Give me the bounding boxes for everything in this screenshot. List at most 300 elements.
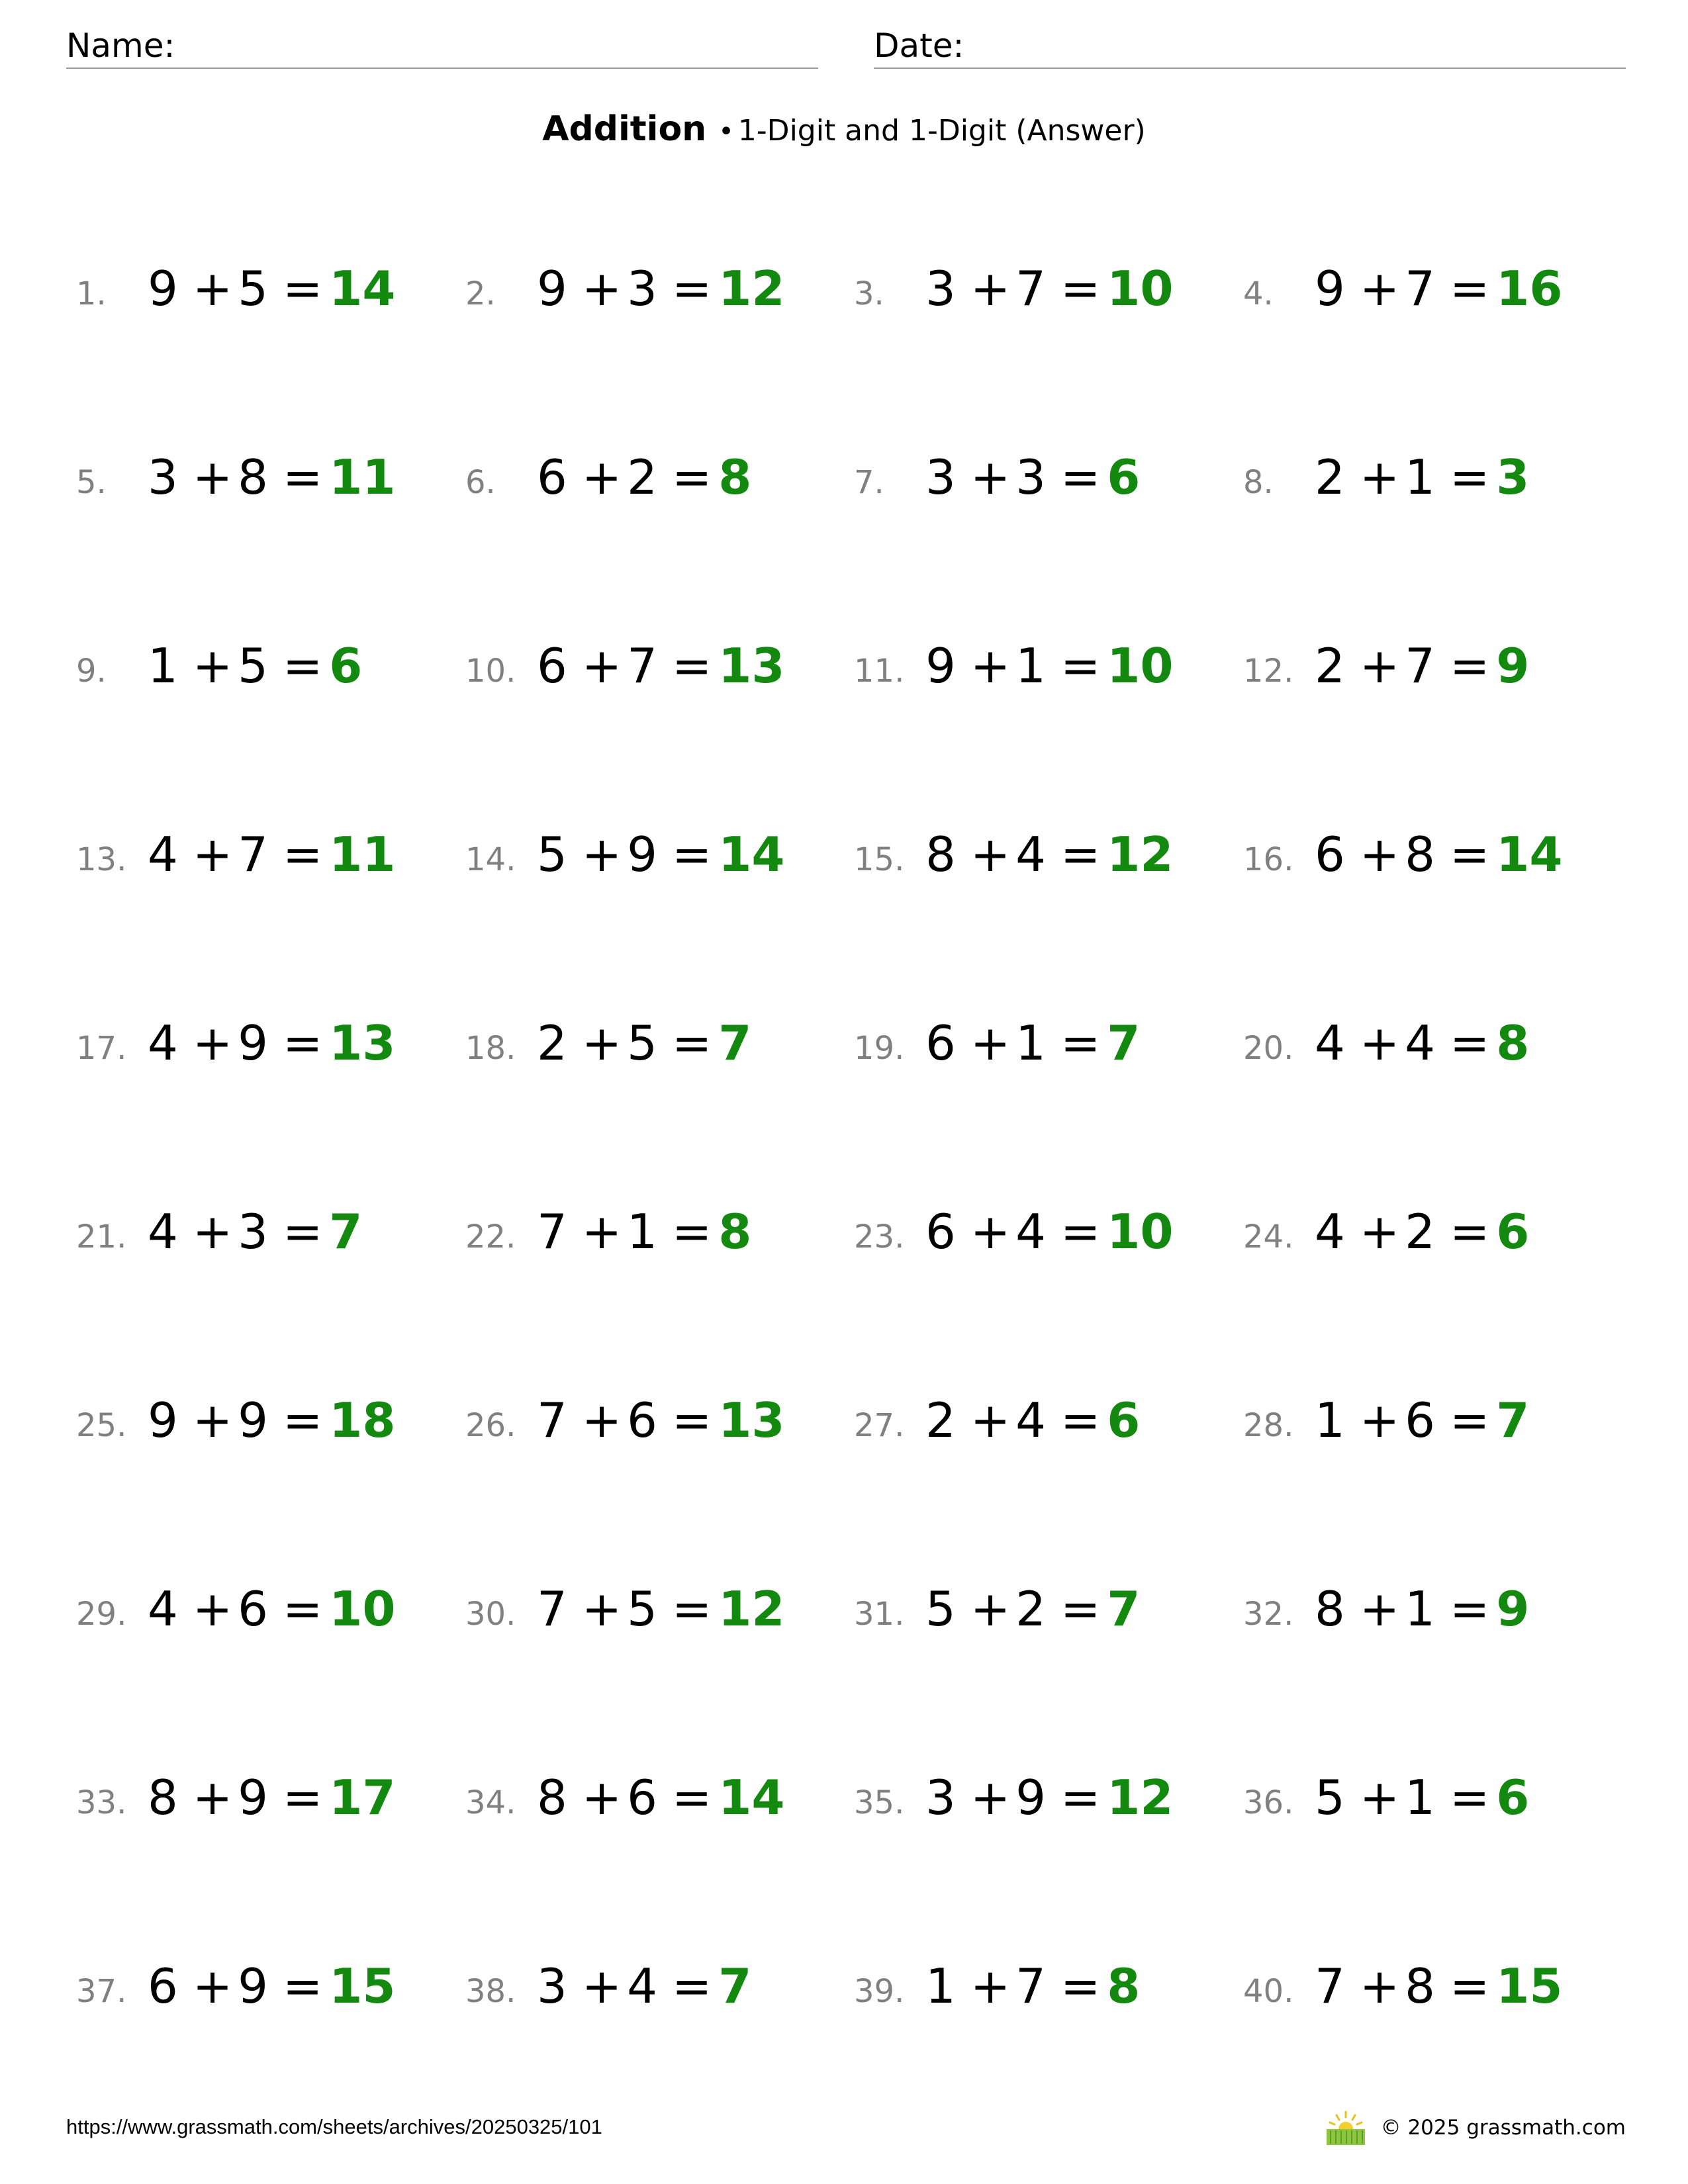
problem-item (465, 639, 836, 699)
operand-a: 4 (148, 1204, 178, 1259)
equals-sign: = (282, 827, 323, 882)
problem-number: 6. (465, 464, 496, 501)
plus-operator: + (970, 1392, 1011, 1448)
problem-item (465, 1205, 836, 1265)
problem-item (76, 451, 447, 510)
plus-operator: + (192, 1581, 233, 1637)
operand-a: 6 (925, 1204, 956, 1259)
operand-a: 3 (148, 449, 178, 505)
problem-answer: 7 (718, 1958, 752, 2014)
problem-number: 39. (854, 1973, 905, 2010)
operand-b: 8 (238, 449, 268, 505)
problem-item (1243, 1205, 1614, 1265)
operand-b: 4 (1015, 1392, 1046, 1448)
operand-a: 4 (148, 1015, 178, 1071)
equals-sign: = (1449, 638, 1490, 694)
operand-b: 5 (238, 261, 268, 316)
plus-operator: + (581, 638, 622, 694)
operand-b: 4 (1015, 827, 1046, 882)
operand-a: 6 (1315, 827, 1345, 882)
problem-answer: 6 (1107, 449, 1141, 505)
operand-b: 4 (1015, 1204, 1046, 1259)
problem-number: 20. (1243, 1030, 1294, 1067)
problem-item (76, 1017, 447, 1076)
problem-number: 14. (465, 841, 516, 878)
problem-item (854, 451, 1225, 510)
problem-number: 36. (1243, 1784, 1294, 1821)
date-field (874, 24, 1626, 69)
operand-a: 6 (537, 449, 567, 505)
equals-sign: = (1060, 1958, 1101, 2014)
operand-b: 5 (627, 1015, 657, 1071)
plus-operator: + (192, 449, 233, 505)
problem-answer: 11 (329, 449, 396, 505)
problem-answer: 8 (1107, 1958, 1141, 2014)
operand-b: 2 (627, 449, 657, 505)
equals-sign: = (1060, 827, 1101, 882)
plus-operator: + (1359, 449, 1400, 505)
problem-expression (148, 1204, 362, 1259)
problem-number: 25. (76, 1407, 127, 1444)
problem-item (76, 639, 447, 699)
operand-b: 7 (1405, 638, 1435, 694)
operand-a: 4 (1315, 1015, 1345, 1071)
operand-b: 5 (627, 1581, 657, 1637)
problem-answer: 12 (1107, 827, 1174, 882)
plus-operator: + (970, 1015, 1011, 1071)
operand-a: 4 (1315, 1204, 1345, 1259)
name-field (66, 24, 818, 69)
equals-sign: = (1449, 1015, 1490, 1071)
operand-b: 4 (627, 1958, 657, 2014)
equals-sign: = (282, 1015, 323, 1071)
problem-item (854, 1960, 1225, 2019)
problem-number: 31. (854, 1596, 905, 1633)
plus-operator: + (581, 1581, 622, 1637)
operand-a: 2 (1315, 449, 1345, 505)
problem-number: 29. (76, 1596, 127, 1633)
plus-operator: + (970, 449, 1011, 505)
equals-sign: = (1060, 1770, 1101, 1825)
problem-number: 18. (465, 1030, 516, 1067)
problem-expression (925, 1204, 1173, 1259)
problem-expression (1315, 1204, 1529, 1259)
operand-a: 4 (148, 827, 178, 882)
plus-operator: + (1359, 1770, 1400, 1825)
operand-b: 1 (1405, 1770, 1435, 1825)
plus-operator: + (970, 1958, 1011, 2014)
problem-number: 33. (76, 1784, 127, 1821)
problem-item (465, 451, 836, 510)
operand-b: 9 (238, 1958, 268, 2014)
plus-operator: + (1359, 827, 1400, 882)
name-label: Name: (66, 26, 175, 65)
problem-expression (148, 1015, 395, 1071)
problem-item (854, 639, 1225, 699)
problem-item (854, 262, 1225, 322)
problem-number: 28. (1243, 1407, 1294, 1444)
problem-answer: 6 (1107, 1392, 1141, 1448)
problem-item (1243, 639, 1614, 699)
problem-item (854, 828, 1225, 887)
equals-sign: = (1060, 1204, 1101, 1259)
operand-b: 9 (238, 1770, 268, 1825)
problem-expression (537, 638, 784, 694)
equals-sign: = (282, 1581, 323, 1637)
plus-operator: + (1359, 638, 1400, 694)
plus-operator: + (1359, 1204, 1400, 1259)
problem-number: 37. (76, 1973, 127, 2010)
operand-b: 5 (238, 638, 268, 694)
problem-expression (537, 1581, 784, 1637)
plus-operator: + (581, 261, 622, 316)
plus-operator: + (192, 1204, 233, 1259)
operand-a: 3 (537, 1958, 567, 2014)
problem-answer: 7 (1107, 1581, 1141, 1637)
operand-a: 7 (537, 1581, 567, 1637)
equals-sign: = (282, 1958, 323, 2014)
plus-operator: + (581, 1204, 622, 1259)
problem-number: 30. (465, 1596, 516, 1633)
problem-answer: 8 (718, 449, 752, 505)
plus-operator: + (1359, 1958, 1400, 2014)
plus-operator: + (581, 1770, 622, 1825)
operand-a: 5 (925, 1581, 956, 1637)
problem-number: 11. (854, 653, 905, 690)
problem-answer: 17 (329, 1770, 396, 1825)
problem-item (1243, 1017, 1614, 1076)
equals-sign: = (1449, 1958, 1490, 2014)
equals-sign: = (1060, 1392, 1101, 1448)
problem-number: 35. (854, 1784, 905, 1821)
problem-item (854, 1771, 1225, 1831)
footer-brand (1323, 2105, 1626, 2151)
plus-operator: + (970, 261, 1011, 316)
problem-expression (148, 1958, 395, 2014)
problem-answer: 9 (1496, 638, 1530, 694)
equals-sign: = (1060, 449, 1101, 505)
operand-b: 1 (1015, 638, 1046, 694)
operand-b: 8 (1405, 827, 1435, 882)
problem-number: 16. (1243, 841, 1294, 878)
problem-expression (537, 1392, 784, 1448)
plus-operator: + (192, 1015, 233, 1071)
equals-sign: = (671, 1392, 712, 1448)
problem-expression (925, 261, 1173, 316)
problem-number: 40. (1243, 1973, 1294, 2010)
problem-answer: 13 (329, 1015, 396, 1071)
equals-sign: = (1449, 1392, 1490, 1448)
operand-b: 9 (1015, 1770, 1046, 1825)
operand-b: 6 (627, 1392, 657, 1448)
problem-expression (1315, 1581, 1529, 1637)
problem-number: 7. (854, 464, 884, 501)
plus-operator: + (192, 638, 233, 694)
problem-number: 34. (465, 1784, 516, 1821)
problem-number: 9. (76, 653, 107, 690)
problem-answer: 14 (718, 1770, 785, 1825)
footer-copyright: © 2025 grassmath.com (1380, 2116, 1626, 2140)
problem-item (1243, 1394, 1614, 1453)
problem-answer: 10 (329, 1581, 396, 1637)
problem-number: 4. (1243, 275, 1274, 312)
plus-operator: + (1359, 1392, 1400, 1448)
plus-operator: + (581, 1958, 622, 2014)
problem-expression (537, 449, 751, 505)
operand-b: 3 (1015, 449, 1046, 505)
operand-b: 2 (1405, 1204, 1435, 1259)
equals-sign: = (1060, 1015, 1101, 1071)
problem-number: 32. (1243, 1596, 1294, 1633)
plus-operator: + (970, 638, 1011, 694)
operand-a: 9 (148, 1392, 178, 1448)
operand-b: 7 (627, 638, 657, 694)
footer-url: https://www.grassmath.com/sheets/archives/20250325/101 (66, 2115, 602, 2138)
equals-sign: = (282, 1770, 323, 1825)
worksheet-title (0, 106, 1688, 160)
title-separator: • (718, 116, 734, 147)
equals-sign: = (1449, 827, 1490, 882)
problem-item (854, 1394, 1225, 1453)
operand-b: 9 (627, 827, 657, 882)
problem-expression (148, 261, 395, 316)
operand-b: 9 (238, 1392, 268, 1448)
operand-a: 3 (925, 261, 956, 316)
problem-expression (1315, 827, 1562, 882)
problem-item (465, 1394, 836, 1453)
problem-answer: 18 (329, 1392, 396, 1448)
problem-expression (148, 638, 362, 694)
problem-item (1243, 828, 1614, 887)
problem-answer: 14 (718, 827, 785, 882)
operand-a: 7 (537, 1204, 567, 1259)
plus-operator: + (1359, 261, 1400, 316)
problem-expression (925, 1392, 1140, 1448)
operand-b: 1 (1405, 449, 1435, 505)
problem-item (1243, 262, 1614, 322)
problem-answer: 7 (329, 1204, 363, 1259)
operand-b: 7 (1015, 261, 1046, 316)
problem-expression (1315, 638, 1529, 694)
equals-sign: = (671, 1015, 712, 1071)
problem-answer: 7 (1107, 1015, 1141, 1071)
problem-item (854, 1582, 1225, 1642)
problem-item (1243, 1582, 1614, 1642)
equals-sign: = (671, 261, 712, 316)
problem-expression (1315, 1770, 1529, 1825)
problem-expression (537, 1958, 751, 2014)
problem-number: 27. (854, 1407, 905, 1444)
equals-sign: = (1060, 1581, 1101, 1637)
operand-b: 2 (1015, 1581, 1046, 1637)
problem-number: 19. (854, 1030, 905, 1067)
problem-item (76, 1394, 447, 1453)
problem-number: 5. (76, 464, 107, 501)
operand-a: 2 (537, 1015, 567, 1071)
problem-item (1243, 451, 1614, 510)
operand-a: 5 (537, 827, 567, 882)
plus-operator: + (970, 1204, 1011, 1259)
operand-b: 6 (1405, 1392, 1435, 1448)
plus-operator: + (581, 827, 622, 882)
operand-a: 3 (925, 1770, 956, 1825)
equals-sign: = (1449, 261, 1490, 316)
operand-a: 6 (537, 638, 567, 694)
problem-answer: 14 (329, 261, 396, 316)
operand-a: 3 (925, 449, 956, 505)
equals-sign: = (671, 638, 712, 694)
problem-answer: 13 (718, 638, 785, 694)
problem-item (76, 828, 447, 887)
problem-expression (148, 449, 395, 505)
problem-answer: 11 (329, 827, 396, 882)
problem-number: 13. (76, 841, 127, 878)
problem-item (465, 1582, 836, 1642)
problem-expression (925, 1581, 1140, 1637)
problem-number: 24. (1243, 1218, 1294, 1255)
problem-expression (1315, 1958, 1562, 2014)
operand-a: 8 (1315, 1581, 1345, 1637)
problem-expression (537, 261, 784, 316)
problem-item (76, 1960, 447, 2019)
problem-expression (537, 1204, 751, 1259)
operand-b: 3 (238, 1204, 268, 1259)
problem-number: 21. (76, 1218, 127, 1255)
problem-answer: 10 (1107, 638, 1174, 694)
problem-number: 38. (465, 1973, 516, 2010)
operand-a: 6 (148, 1958, 178, 2014)
problem-item (76, 262, 447, 322)
problem-expression (925, 1015, 1140, 1071)
problem-number: 15. (854, 841, 905, 878)
grass-sun-logo-icon (1323, 2109, 1369, 2146)
plus-operator: + (581, 449, 622, 505)
plus-operator: + (192, 1770, 233, 1825)
problem-answer: 8 (718, 1204, 752, 1259)
operand-b: 1 (627, 1204, 657, 1259)
plus-operator: + (1359, 1581, 1400, 1637)
title-subtitle: 1-Digit and 1-Digit (Answer) (737, 114, 1146, 148)
problem-number: 1. (76, 275, 107, 312)
problem-answer: 10 (1107, 1204, 1174, 1259)
problem-answer: 8 (1496, 1015, 1530, 1071)
equals-sign: = (671, 449, 712, 505)
problem-expression (1315, 261, 1562, 316)
plus-operator: + (581, 1015, 622, 1071)
plus-operator: + (970, 1770, 1011, 1825)
operand-a: 9 (537, 261, 567, 316)
problem-item (465, 262, 836, 322)
problem-number: 10. (465, 653, 516, 690)
operand-a: 1 (1315, 1392, 1345, 1448)
problem-expression (925, 1958, 1140, 2014)
problem-item (465, 1960, 836, 2019)
plus-operator: + (970, 1581, 1011, 1637)
operand-a: 7 (1315, 1958, 1345, 2014)
problem-item (1243, 1960, 1614, 2019)
equals-sign: = (1449, 1770, 1490, 1825)
problem-answer: 12 (1107, 1770, 1174, 1825)
problem-answer: 15 (1496, 1958, 1563, 2014)
equals-sign: = (671, 1204, 712, 1259)
operand-a: 1 (925, 1958, 956, 2014)
operand-a: 2 (925, 1392, 956, 1448)
problem-expression (925, 449, 1140, 505)
title-main: Addition (542, 109, 707, 149)
operand-a: 8 (537, 1770, 567, 1825)
equals-sign: = (671, 1958, 712, 2014)
problem-number: 2. (465, 275, 496, 312)
operand-a: 9 (925, 638, 956, 694)
equals-sign: = (1449, 449, 1490, 505)
problem-expression (925, 638, 1173, 694)
operand-a: 1 (148, 638, 178, 694)
plus-operator: + (192, 261, 233, 316)
equals-sign: = (282, 1392, 323, 1448)
operand-a: 4 (148, 1581, 178, 1637)
plus-operator: + (192, 827, 233, 882)
equals-sign: = (1449, 1581, 1490, 1637)
problem-answer: 9 (1496, 1581, 1530, 1637)
problem-item (465, 1017, 836, 1076)
problem-expression (537, 1015, 751, 1071)
problem-number: 8. (1243, 464, 1274, 501)
problem-expression (1315, 449, 1529, 505)
equals-sign: = (282, 449, 323, 505)
equals-sign: = (1060, 261, 1101, 316)
problem-item (76, 1771, 447, 1831)
equals-sign: = (1060, 638, 1101, 694)
problem-expression (148, 1770, 395, 1825)
operand-b: 3 (627, 261, 657, 316)
problem-answer: 7 (718, 1015, 752, 1071)
problem-answer: 3 (1496, 449, 1530, 505)
equals-sign: = (282, 638, 323, 694)
equals-sign: = (671, 1770, 712, 1825)
operand-a: 6 (925, 1015, 956, 1071)
plus-operator: + (1359, 1015, 1400, 1071)
problem-answer: 12 (718, 261, 785, 316)
problem-number: 17. (76, 1030, 127, 1067)
plus-operator: + (970, 827, 1011, 882)
operand-b: 9 (238, 1015, 268, 1071)
operand-a: 8 (925, 827, 956, 882)
problem-item (1243, 1771, 1614, 1831)
problem-expression (1315, 1392, 1529, 1448)
problem-answer: 13 (718, 1392, 785, 1448)
problem-answer: 16 (1496, 261, 1563, 316)
operand-b: 7 (1015, 1958, 1046, 2014)
operand-a: 7 (537, 1392, 567, 1448)
problem-expression (537, 1770, 784, 1825)
problem-expression (537, 827, 784, 882)
operand-a: 9 (1315, 261, 1345, 316)
problem-answer: 15 (329, 1958, 396, 2014)
equals-sign: = (282, 261, 323, 316)
problem-item (854, 1205, 1225, 1265)
problem-item (76, 1582, 447, 1642)
problem-expression (1315, 1015, 1529, 1071)
operand-b: 6 (238, 1581, 268, 1637)
problem-number: 3. (854, 275, 884, 312)
date-label: Date: (874, 26, 964, 65)
equals-sign: = (282, 1204, 323, 1259)
problem-answer: 6 (1496, 1770, 1530, 1825)
problem-expression (925, 1770, 1173, 1825)
operand-a: 9 (148, 261, 178, 316)
problem-expression (148, 1392, 395, 1448)
plus-operator: + (581, 1392, 622, 1448)
